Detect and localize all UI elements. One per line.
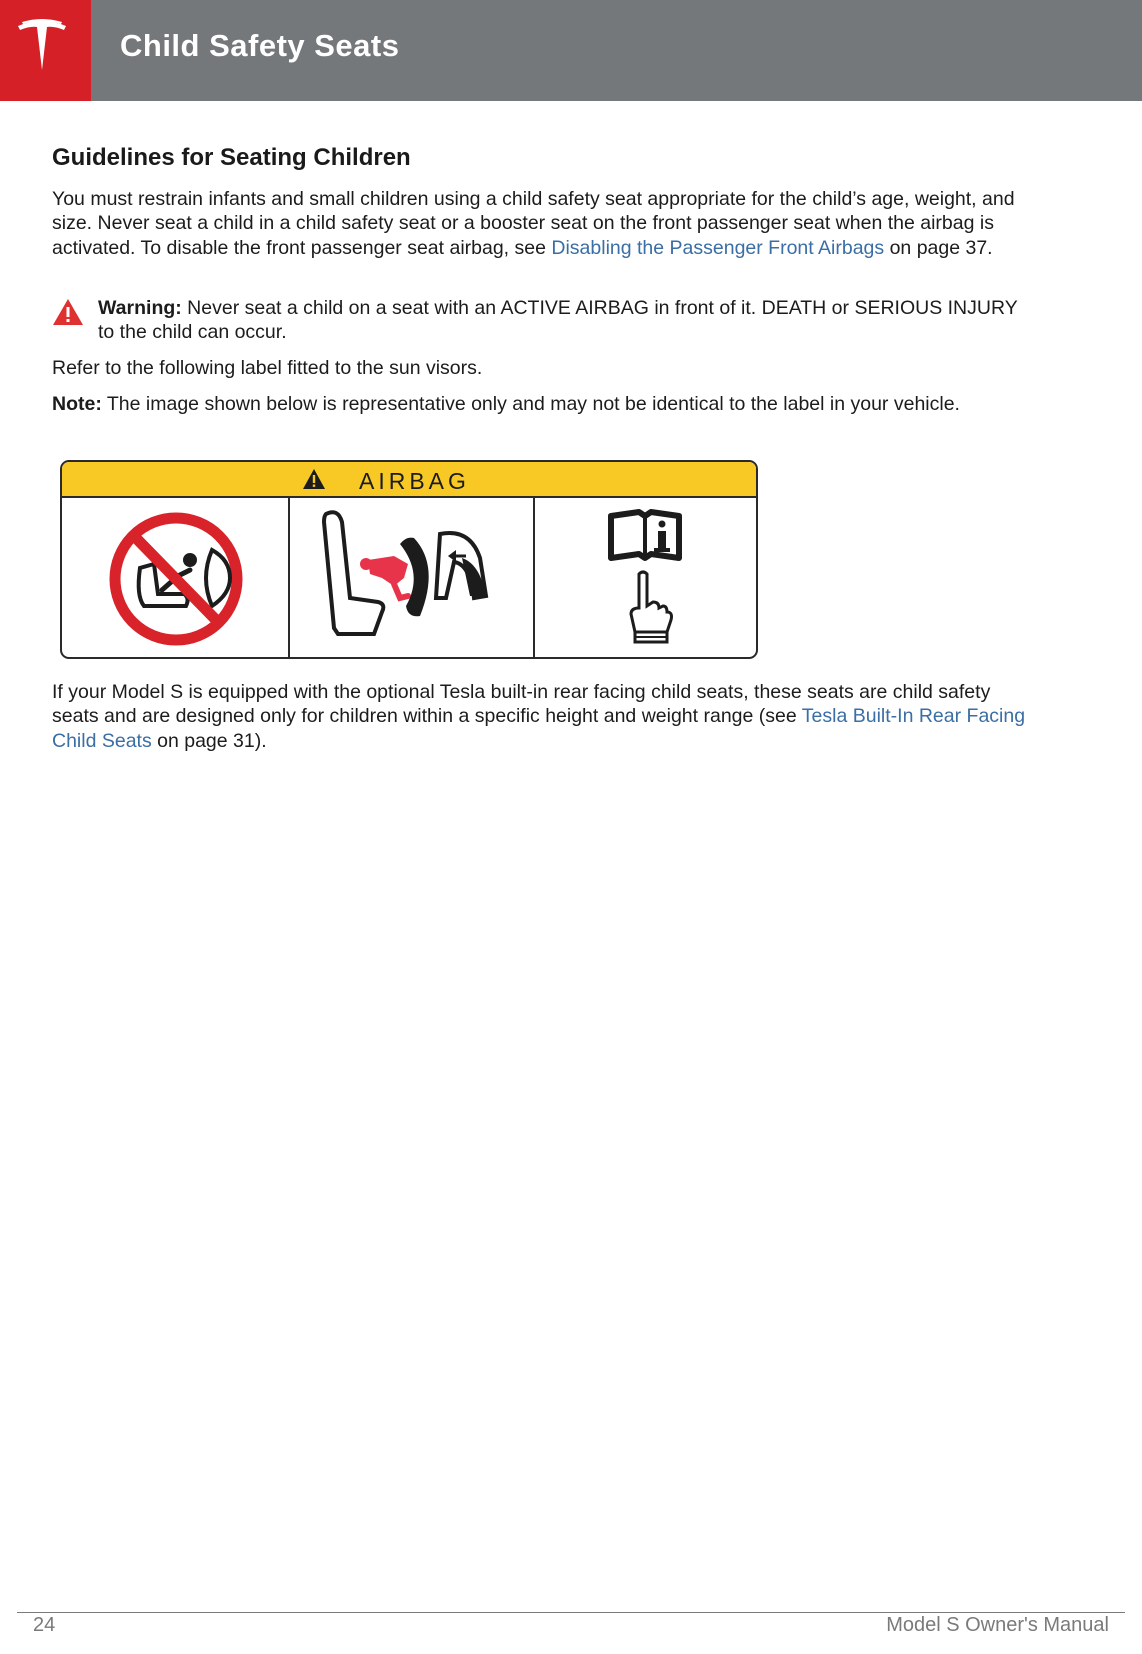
- warning-triangle-icon: [302, 468, 326, 490]
- airbag-label-title: AIRBAG: [359, 468, 470, 494]
- note-label: Note:: [52, 393, 102, 415]
- read-manual-icon: [535, 498, 758, 659]
- rear-seat-suffix: on page 31).: [151, 729, 267, 752]
- airbag-warning-label: [60, 460, 758, 659]
- warning-label: Warning:: [98, 297, 182, 319]
- airbag-label-band: [62, 462, 756, 498]
- warning-triangle-icon: [52, 298, 84, 326]
- tesla-logo-icon: [14, 18, 70, 74]
- manual-name: Model S Owner's Manual: [886, 1614, 1109, 1636]
- page-number: 24: [33, 1614, 56, 1636]
- page-title: Child Safety Seats: [120, 28, 400, 63]
- sun-visor-paragraph: Refer to the following label fitted to the sun visors.: [52, 357, 483, 379]
- airbag-label-cell-prohibition: [62, 498, 290, 659]
- rear-seat-link[interactable]: Tesla Built-In Rear Facing Child Seats: [52, 705, 1026, 752]
- section-heading: Guidelines for Seating Children: [52, 144, 411, 171]
- footer-divider: [17, 1612, 1125, 1613]
- logo-box: [0, 0, 91, 101]
- intro-suffix: on page 37.: [884, 236, 993, 259]
- intro-text: You must restrain infants and small children using a child safety seat appropriate for the child’s age, weight, and size. Never seat a child in a child safety seat or a booster seat on the front passenger seat when the airbag is activated. To disable the front passenger seat airbag, see: [52, 188, 1015, 259]
- warning-text: [98, 296, 1038, 345]
- note-body: The image shown below is representative only and may not be identical to the label in your vehicle.: [101, 393, 960, 415]
- page-header: [0, 0, 1142, 101]
- intro-paragraph: [52, 187, 1042, 260]
- airbag-impact-icon: [290, 498, 535, 659]
- airbag-label-cell-impact: [290, 498, 535, 659]
- note-paragraph: [52, 392, 1042, 416]
- airbag-label-cell-manual: [535, 498, 758, 659]
- warning-body: Never seat a child on a seat with an ACTIVE AIRBAG in front of it. DEATH or SERIOUS INJURY to the child can occur.: [98, 297, 1018, 344]
- no-rear-facing-seat-icon: [62, 498, 290, 659]
- rear-seat-paragraph: [52, 680, 1042, 753]
- airbag-disable-link[interactable]: Disabling the Passenger Front Airbags: [551, 236, 885, 259]
- rear-seat-text: If your Model S is equipped with the optional Tesla built-in rear facing child seats, these seats are child safety seats and are designed only for children within a specific height and weight range (see: [52, 681, 991, 728]
